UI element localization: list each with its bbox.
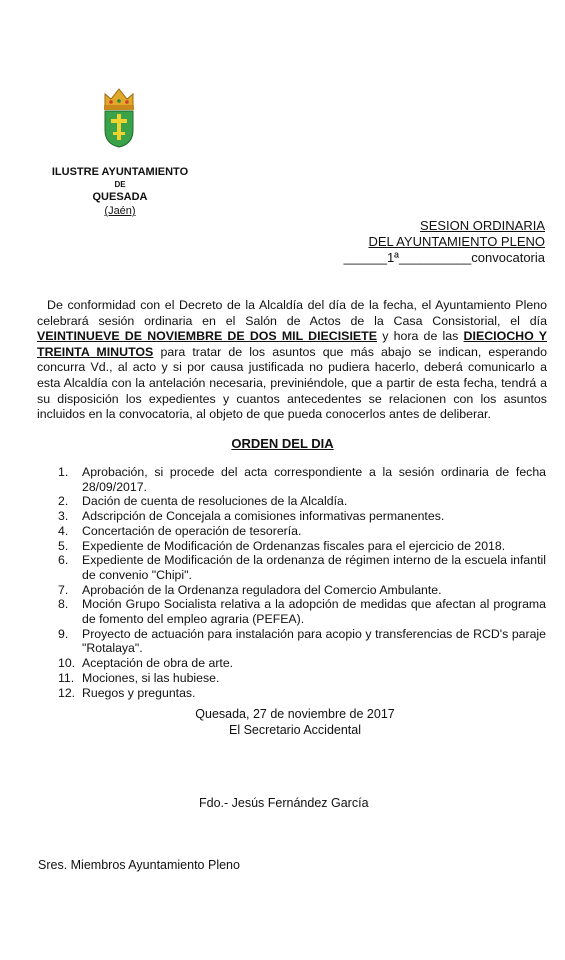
session-body: DEL AYUNTAMIENTO PLENO bbox=[368, 234, 545, 249]
agenda-item-text: Mociones, si las hubiese. bbox=[82, 670, 220, 685]
agenda-item-text: Aprobación de la Ordenanza reguladora del Comercio Ambulante. bbox=[82, 582, 442, 597]
agenda-item-text: Aprobación, si procede del acta correspondiente a la sesión ordinaria de fecha 28/09/2017. bbox=[82, 465, 546, 494]
agenda-item-number: 11. bbox=[58, 670, 75, 685]
agenda-item bbox=[58, 494, 546, 509]
session-date: VEINTINUEVE DE NOVIEMBRE DE DOS MIL DIECISIETE bbox=[37, 329, 377, 344]
agenda-item bbox=[58, 509, 546, 524]
agenda-item bbox=[58, 656, 546, 671]
org-town: QUESADA bbox=[92, 191, 148, 203]
intro-paragraph bbox=[37, 298, 547, 423]
signatory-role: El Secretario Accidental bbox=[228, 723, 361, 737]
agenda-item-text: Concertación de operación de tesorería. bbox=[82, 523, 302, 538]
agenda-title: ORDEN DEL DIA bbox=[231, 436, 334, 451]
agenda-item-number: 1. bbox=[58, 465, 69, 479]
agenda-item-number: 5. bbox=[58, 538, 69, 553]
agenda-item-text: Adscripción de Concejala a comisiones informativas permanentes. bbox=[82, 509, 445, 524]
intro-text-1: De conformidad con el Decreto de la Alcaldía del día de la fecha, el Ayuntamiento Pleno celebrará sesión ordinaria en el Salón de Actos de la Casa Consistorial, el día bbox=[37, 298, 547, 328]
agenda-item-number: 7. bbox=[58, 582, 69, 597]
agenda-item bbox=[58, 627, 546, 656]
agenda-item bbox=[58, 686, 546, 701]
agenda-item-text: Aceptación de obra de arte. bbox=[82, 656, 234, 671]
agenda-item bbox=[58, 597, 546, 626]
org-province: (Jaén) bbox=[104, 205, 136, 217]
place-date: Quesada, 27 de noviembre de 2017 bbox=[195, 707, 395, 721]
session-heading bbox=[344, 218, 545, 266]
agenda-item-number: 6. bbox=[58, 553, 69, 568]
agenda-item-number: 9. bbox=[58, 626, 69, 641]
agenda-item-number: 12. bbox=[58, 685, 76, 700]
agenda-item-number: 10. bbox=[58, 656, 76, 671]
session-type: SESION ORDINARIA bbox=[420, 218, 545, 233]
agenda-item-text: Expediente de Modificación de Ordenanzas fiscales para el ejercicio de 2018. bbox=[82, 538, 506, 553]
org-de: DE bbox=[114, 180, 126, 189]
agenda-item bbox=[58, 553, 546, 582]
agenda-item-number: 2. bbox=[58, 494, 69, 509]
signature: Fdo.- Jesús Fernández García bbox=[199, 796, 369, 810]
agenda-item-text: Dación de cuenta de resoluciones de la Alcaldía. bbox=[82, 494, 348, 509]
agenda-item-number: 3. bbox=[58, 509, 69, 524]
agenda-item-text: Moción Grupo Socialista relativa a la adopción de medidas que afectan al programa de fomento del empleo agraria (PEFEA). bbox=[82, 597, 546, 627]
agenda-item-text: Proyecto de actuación para instalación para acopio y transferencias de RCD's paraje "Rotalaya". bbox=[82, 626, 546, 656]
session-time: DIECIOCHO Y TREINTA MINUTOS bbox=[37, 329, 547, 359]
intro-text-2: y hora de las bbox=[382, 329, 459, 344]
agenda-item bbox=[58, 465, 546, 494]
agenda-item-number: 8. bbox=[58, 597, 69, 612]
agenda-item-number: 4. bbox=[58, 523, 69, 538]
intro-text-3: para tratar de los asuntos que más abajo se indican, esperando concurra Vd., al acto y si por causa justificada no pudiera hacerlo, deberá comunicarlo a esta Alcaldía con la antelación necesaria, previniéndole, que a partir de esta fecha, tendrá a su disposición los expedientes y cuantos antecedentes se relacionen con los asuntos incluidos en la convocatoria, al objeto de que pueda conocerlos antes de deliberar. bbox=[37, 344, 547, 422]
recipients: Sres. Miembros Ayuntamiento Pleno bbox=[38, 858, 240, 872]
agenda-item bbox=[58, 524, 546, 539]
agenda-item-text: Ruegos y preguntas. bbox=[82, 685, 196, 700]
agenda-item bbox=[58, 583, 546, 598]
org-name: ILUSTRE AYUNTAMIENTO bbox=[51, 166, 189, 178]
agenda-item bbox=[58, 539, 546, 554]
agenda-list bbox=[58, 465, 546, 700]
coat-of-arms-icon bbox=[101, 86, 137, 148]
agenda-item-text: Expediente de Modificación de la ordenanza de régimen interno de la escuela infantil de convenio "Chipi". bbox=[82, 553, 546, 582]
organization-header bbox=[40, 165, 200, 218]
agenda-item bbox=[58, 671, 546, 686]
session-convocatoria: ______1ª__________convocatoria bbox=[343, 250, 545, 265]
